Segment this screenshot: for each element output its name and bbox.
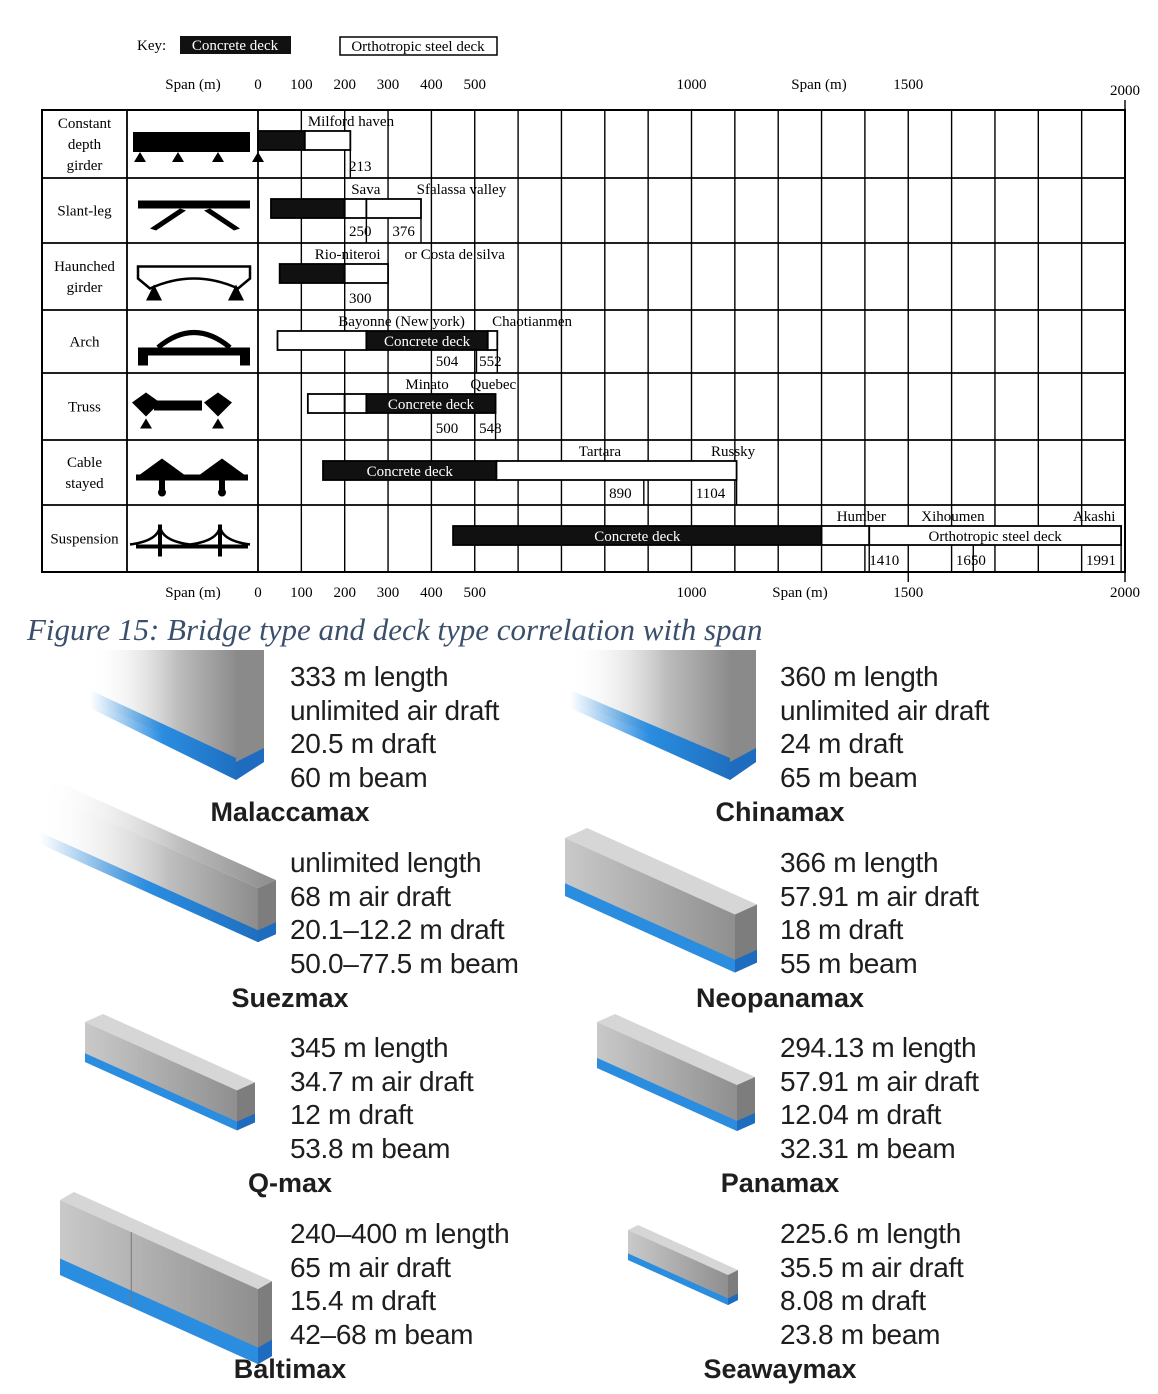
chart-row-truss [68,377,516,440]
axis-tick-label: 0 [254,77,262,93]
span-value: 1991 [1085,553,1116,569]
panamax-ship-icon [597,1014,755,1131]
bridge-type-label-line: Slant-leg [57,203,112,220]
chart-row-arch [70,314,573,373]
icon-part [158,489,166,497]
bridge-type-label-line: girder [66,280,103,296]
span-value: 500 [435,421,459,437]
bridge-name: Rio-niteroi [314,247,381,263]
bridge-name: Chaotianmen [492,314,573,330]
ship-specs-suezmax [290,846,519,980]
bridge-type-label-line: Truss [68,399,101,416]
icon-part [132,393,160,417]
ship-spec-line: 65 m air draft [290,1251,451,1283]
axis-tick-label: 500 [463,585,486,601]
ship-spec-line: 32.31 m beam [780,1132,956,1164]
bridge-type-label-line: Suspension [50,531,119,548]
chart-row-suspension [50,509,1121,572]
key-label: Key: [137,38,167,54]
ship-class-name: Malaccamax [210,797,370,827]
deck-bar-label: Concrete deck [594,529,681,545]
bridge-type-label [50,532,119,548]
bridge-name: Akashi [1072,509,1116,525]
icon-part [204,209,240,231]
ship-spec-line: 360 m length [780,661,939,692]
ship-specs-chinamax [780,660,989,794]
ship-class-name: Q-max [247,1168,333,1198]
axis-label: Span (m) [165,585,221,601]
span-value: 552 [479,354,502,370]
ship-spec-line: 15.4 m draft [290,1285,436,1316]
axis-tick-label: 300 [376,77,400,93]
ship-specs-neopanamax [780,846,979,980]
icon-part [158,333,230,348]
bridge-name: Milford haven [307,114,395,130]
axis-tick-label: 1000 [676,585,707,601]
haunched-bridge-icon [138,267,250,301]
bridge-type-label-line: stayed [65,476,104,492]
axis-label: Span (m) [165,77,221,93]
steel-deck-bar [345,199,367,218]
ship-spec-line: unlimited air draft [290,694,500,726]
bridge-type-label [54,259,115,296]
chart-frame [42,110,1125,572]
ship-class-name: Suezmax [231,983,349,1013]
span-value: 548 [479,421,502,437]
concrete-deck-bar [271,199,345,218]
axis-tick-label: 0 [254,585,262,601]
concrete-deck-bar [258,131,305,150]
arch-bridge-icon [138,333,250,366]
bridge-type-label [68,400,101,416]
deck-bar-label: Orthotropic steel deck [928,529,1062,545]
icon-part [252,152,264,162]
key-concrete-label: Concrete deck [191,38,279,54]
bridge-name: Humber [836,509,886,525]
ship-specs-baltimax [290,1217,509,1351]
truss-bridge-icon [132,393,232,429]
ship-spec-line: 12.04 m draft [780,1099,942,1130]
cable-bridge-icon [136,459,248,497]
bridge-name: Bayonne (New york) [338,314,465,330]
bridge-name: Sava [351,182,381,198]
ship-class-name: Chinamax [715,797,845,827]
span-value: 1104 [695,486,726,502]
ship-spec-line: 55 m beam [780,947,918,979]
span-value: 213 [349,159,372,175]
baltimax-ship-icon [60,1192,272,1364]
ship-specs-q-max [290,1031,474,1165]
icon-part [172,152,184,162]
ship-spec-line: 345 m length [290,1032,449,1063]
ship-spec-line: 68 m air draft [290,880,451,912]
axis-tick-label: 1000 [676,77,707,93]
bridge-type-label-line: Arch [69,334,100,351]
icon-part [138,348,250,366]
ship-specs-seawaymax [780,1217,964,1351]
ship-spec-line: 20.1–12.2 m draft [290,914,505,945]
axis-tick-label: 400 [420,585,443,601]
ship-spec-line: 24 m draft [780,728,904,759]
key-steel-label: Orthotropic steel deck [351,39,485,55]
steel-deck-bar [345,394,367,413]
bridge-type-label [65,455,104,492]
steel-deck-bar [488,331,498,350]
axis-label: Span (m) [772,585,828,601]
deck-bar-label: Concrete deck [387,397,475,413]
axis-label: Span (m) [791,77,847,93]
ship-spec-line: 65 m beam [780,761,918,793]
axis-tick-label: 200 [333,77,356,93]
ship-class-name: Seawaymax [703,1354,857,1384]
chinamax-ship-icon [570,650,756,780]
ship-spec-line: 294.13 m length [780,1032,977,1063]
axis-tick-label: 300 [376,585,400,601]
bridge-type-label-line: girder [66,158,103,174]
axis-tick-label: 100 [290,585,313,601]
icon-part [140,459,184,475]
bridge-type-label-line: Cable [67,455,102,471]
ship-specs-malaccamax [290,660,499,794]
axis-tick-label: 200 [333,585,356,601]
ship-spec-line: 50.0–77.5 m beam [290,947,519,979]
chart-row-slant [57,182,506,243]
bridge-type-label-line: depth [67,137,102,153]
ship-spec-line: 34.7 m air draft [290,1065,474,1097]
concrete-deck-bar [280,264,345,283]
span-value: 1410 [869,553,900,569]
icon-part [154,401,202,411]
deck-bar-label: Concrete deck [383,334,471,350]
ship-class-name: Neopanamax [695,983,865,1013]
steel-deck-bar [366,199,421,218]
ship-class-name: Baltimax [233,1354,347,1384]
bridge-type-label [58,116,112,174]
ship-spec-line: 8.08 m draft [780,1285,926,1316]
figure-caption: Figure 15: Bridge type and deck type correlation with span [27,612,763,647]
bridge-name: Russky [711,444,756,460]
suspension-bridge-icon [130,525,250,557]
bridge-name: Tartara [578,444,622,460]
chart-row-cable [65,444,755,505]
icon-part [200,459,244,475]
q-max-ship-icon [85,1014,255,1130]
ship-spec-line: 57.91 m air draft [780,880,979,912]
span-value: 890 [609,486,632,502]
icon-part [150,209,186,231]
ship-spec-line: 53.8 m beam [290,1132,451,1164]
ship-spec-line: 12 m draft [290,1099,414,1130]
bridge-name: or Costa de silva [404,247,505,263]
icon-part [138,267,250,289]
ship-spec-line: unlimited length [290,847,482,878]
bridge-name: Sfalassa valley [416,182,507,198]
ship-spec-line: 42–68 m beam [290,1318,474,1350]
axis-tick-label: 500 [463,77,486,93]
bridge-type-label [57,204,112,220]
bridge-name: Quebec [470,377,517,393]
icon-part [136,475,248,481]
ship-spec-line: 333 m length [290,661,449,692]
icon-part [134,152,146,162]
ship-spec-line: 18 m draft [780,914,904,945]
span-value: 504 [435,354,459,370]
bridge-type-label [70,335,100,351]
ship-spec-line: 225.6 m length [780,1218,962,1249]
bridge-name: Minato [405,377,449,393]
bridge-span-chart [0,0,1158,610]
bridge-type-label-line: Haunched [54,259,115,275]
steel-deck-bar [345,264,388,283]
icon-part [212,419,224,429]
icon-part [204,393,232,417]
steel-deck-bar [308,394,345,413]
axis-tick-label: 2000 [1110,585,1140,601]
ship-specs-panamax [780,1031,979,1165]
icon-part [218,489,226,497]
span-value: 376 [392,224,415,240]
ship-spec-line: 240–400 m length [290,1218,510,1249]
icon-part [133,132,250,152]
slant-bridge-icon [138,201,250,231]
axis-tick-label: 1500 [893,585,924,601]
steel-deck-bar [278,331,367,350]
icon-part [212,152,224,162]
span-value: 300 [349,291,372,307]
seawaymax-ship-icon [628,1225,738,1305]
girder-bridge-icon [133,132,264,162]
steel-deck-bar [305,131,351,150]
ship-class-name: Panamax [720,1168,840,1198]
steel-deck-bar [496,461,736,480]
axis-tick-label: 2000 [1110,83,1140,99]
neopanamax-ship-icon [565,828,757,973]
ship-spec-line: unlimited air draft [780,694,990,726]
axis-tick-label: 1500 [893,77,924,93]
icon-part [138,201,250,209]
ship-spec-line: 20.5 m draft [290,728,436,759]
chart-row-haunched [54,247,505,310]
deck-bar-label: Concrete deck [366,464,453,480]
ship-spec-line: 366 m length [780,847,939,878]
malaccamax-ship-icon [90,650,264,780]
ship-spec-line: 23.8 m beam [780,1318,941,1350]
ship-spec-line: 57.91 m air draft [780,1065,979,1097]
ship-spec-line: 60 m beam [290,761,428,793]
span-value: 250 [349,224,372,240]
icon-part [140,419,152,429]
bridge-type-label-line: Constant [57,116,112,132]
axis-tick-label: 100 [290,77,313,93]
bridge-name: Xihoumen [921,509,985,525]
axis-tick-label: 400 [420,77,443,93]
steel-deck-bar [822,526,870,545]
span-value: 1650 [955,553,986,569]
ship-spec-line: 35.5 m air draft [780,1251,964,1283]
